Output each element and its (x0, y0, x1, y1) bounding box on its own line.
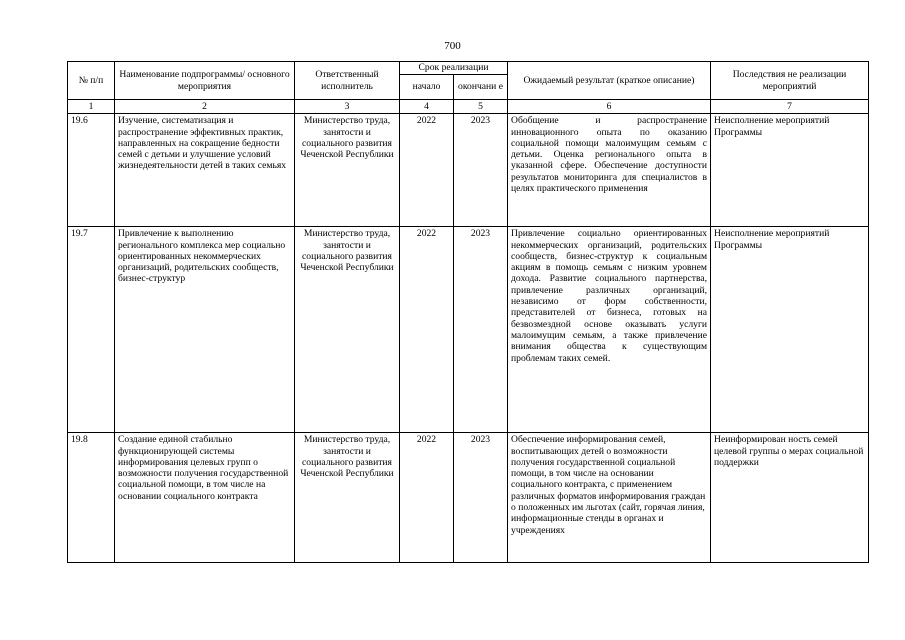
column-number: 3 (295, 100, 400, 114)
header-consequence: Последствия не реализации мероприятий (711, 62, 869, 100)
header-end: окончани е (454, 75, 508, 100)
row-executor: Министерство труда, занятости и социального развития Чеченской Республики (295, 227, 400, 433)
row-consequence: Неисполнение мероприятий Программы (711, 114, 869, 227)
row-end: 2023 (454, 227, 508, 433)
row-number: 19.6 (68, 114, 115, 227)
row-executor: Министерство труда, занятости и социального развития Чеченской Республики (295, 433, 400, 563)
program-table (67, 61, 869, 563)
header-start: начало (400, 75, 454, 100)
column-number: 4 (400, 100, 454, 114)
table-row (68, 114, 869, 227)
column-number: 7 (711, 100, 869, 114)
row-consequence: Неинформирован ность семей целевой группы о мерах социальной поддержки (711, 433, 869, 563)
header-number: № п/п (68, 62, 115, 100)
table-row (68, 433, 869, 563)
row-consequence: Неисполнение мероприятий Программы (711, 227, 869, 433)
row-start: 2022 (400, 433, 454, 563)
row-result: Обеспечение информирования семей, воспитывающих детей о возможности получения государственной социальной помощи, в том числе на основании социального контракта, с применением различных форматов информирования граждан о положенных им льготах (сайт, горячая линия, информационные стенды в органах и учреждениях (508, 433, 711, 563)
row-name: Создание единой стабильно функционирующей системы информирования целевых групп о возможности получения государственной социальной помощи, в том числе на основании социального контракта (115, 433, 295, 563)
row-result: Привлечение социально ориентированных некоммерческих организаций, родительских сообществ, бизнес-структур к социальным акциям в помощь семьям с низким уровнем дохода. Развитие социального партнерства, привлечение различных организаций, независимо от форм собственности, представителей от бизнеса, готовых на безвозмездной основе оказывать услуги малоимущим семьям, а также привлечение внимания общества к существующим проблемам таких семей. (508, 227, 711, 433)
page-number: 700 (444, 40, 461, 52)
column-number: 5 (454, 100, 508, 114)
header-result: Ожидаемый результат (краткое описание) (508, 62, 711, 100)
row-number: 19.8 (68, 433, 115, 563)
row-start: 2022 (400, 227, 454, 433)
row-start: 2022 (400, 114, 454, 227)
column-numbers-row (68, 100, 869, 114)
row-name: Изучение, систематизация и распространение эффективных практик, направленных на сокращение бедности семей с детьми и улучшение условий жизнедеятельности детей в таких семьях (115, 114, 295, 227)
header-name: Наименование подпрограммы/ основного мероприятия (115, 62, 295, 100)
row-end: 2023 (454, 433, 508, 563)
column-number: 1 (68, 100, 115, 114)
column-number: 2 (115, 100, 295, 114)
table-row (68, 227, 869, 433)
row-name: Привлечение к выполнению регионального комплекса мер социально ориентированных некоммерческих организаций, родительских сообществ, бизнес-структур (115, 227, 295, 433)
row-result: Обобщение и распространение инновационного опыта по оказанию социальной помощи малоимущим семьям с детьми. Оценка регионального опыта в указанной сфере. Обеспечение доступности результатов мониторинга для специалистов в целях практического применения (508, 114, 711, 227)
table-header (68, 62, 869, 114)
row-number: 19.7 (68, 227, 115, 433)
column-number: 6 (508, 100, 711, 114)
row-executor: Министерство труда, занятости и социального развития Чеченской Республики (295, 114, 400, 227)
header-executor: Ответственный исполнитель (295, 62, 400, 100)
row-end: 2023 (454, 114, 508, 227)
header-period: Срок реализации (400, 62, 508, 75)
